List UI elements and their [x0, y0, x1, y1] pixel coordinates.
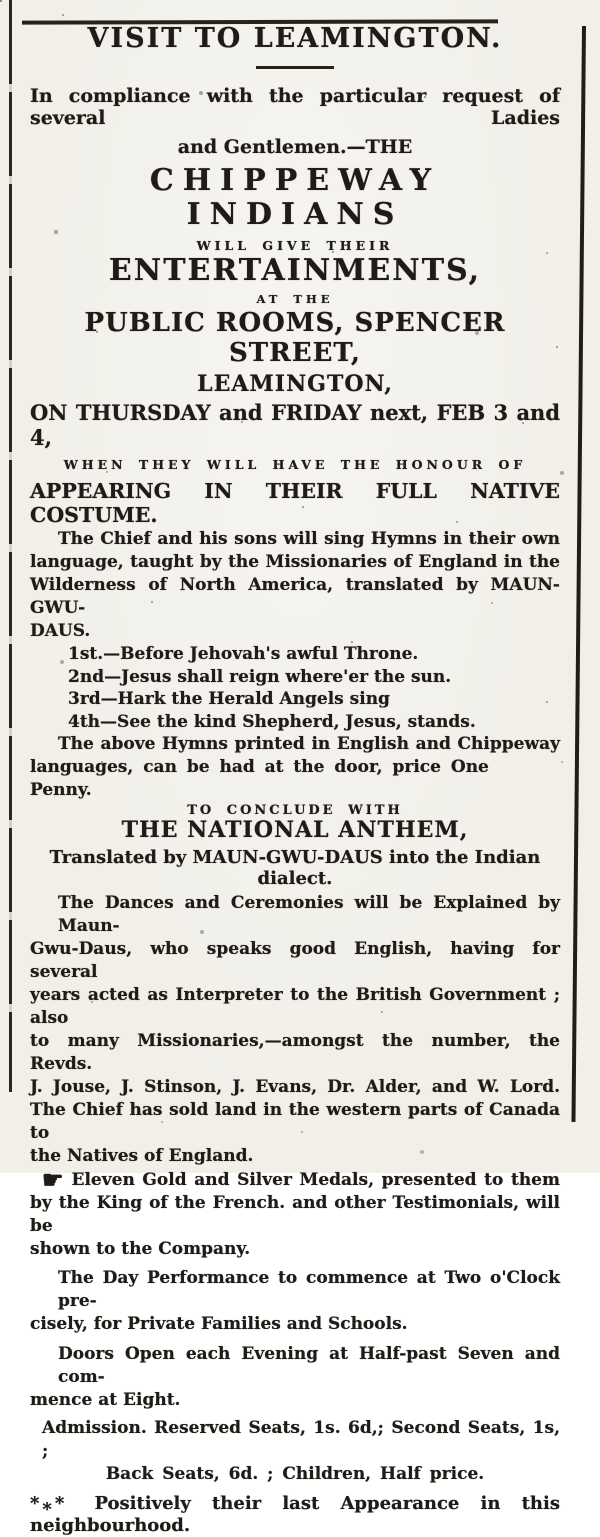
at-the-line: AT THE	[256, 292, 334, 306]
text-line: Gwu-Daus, who speaks good English, having for several	[30, 939, 560, 982]
admission-paragraph	[30, 1417, 560, 1486]
column-rule-right	[571, 26, 586, 1122]
to-conclude-with-line: TO CONCLUDE WITH	[187, 803, 403, 818]
honour-line: WHEN THEY WILL HAVE THE HONOUR OF	[63, 457, 527, 472]
footnote	[30, 1493, 560, 1537]
headline-entertainments: ENTERTAINMENTS,	[108, 253, 482, 288]
text-line: DAUS.	[30, 621, 91, 641]
text-line: cisely, for Private Families and Schools.	[30, 1314, 408, 1334]
costume-line: APPEARING IN THEIR FULL NATIVE COSTUME.	[30, 479, 560, 527]
advert-title: VISIT TO LEAMINGTON.	[87, 23, 503, 54]
will-give-their-line: WILL GIVE THEIR	[196, 238, 394, 253]
text-line: years acted as Interpreter to the British Government ; also	[30, 985, 560, 1028]
asterism-mark	[30, 1493, 73, 1520]
text-line	[30, 1165, 560, 1194]
hymn-item-3: 3rd—Hark the Herald Angels sing	[68, 689, 390, 709]
text-line: Doors Open each Evening at Half-past Seven and com-	[58, 1344, 560, 1387]
hymns-note-paragraph	[30, 733, 560, 802]
chief-paragraph	[30, 528, 560, 643]
text-line: Wilderness of North America, translated by MAUN-GWU-	[30, 575, 560, 618]
text-line: Admission. Reserved Seats, 1s. 6d,; Second Seats, 1s, ;	[42, 1418, 560, 1461]
translated-line: Translated by MAUN-GWU-DAUS into the Indian dialect.	[49, 847, 541, 889]
date-line: ON THURSDAY and FRIDAY next, FEB 3 and 4,	[30, 400, 560, 450]
text-line: shown to the Company.	[30, 1239, 251, 1259]
hymn-list	[68, 643, 560, 733]
national-anthem-title: THE NATIONAL ANTHEM,	[121, 817, 469, 843]
title-divider	[256, 66, 334, 69]
text-line: The Chief has sold land in the western parts of Canada to	[30, 1100, 560, 1143]
text-line: Back Seats, 6d. ; Children, Half price.	[105, 1464, 485, 1484]
text-line: to many Missionaries,—amongst the number, the Revds.	[30, 1031, 560, 1074]
asterisk: *	[42, 1499, 55, 1520]
text-line: The Dances and Ceremonies will be Explained by Maun-	[58, 893, 560, 936]
hymn-item-4: 4th—See the kind Shepherd, Jesus, stands.	[68, 711, 476, 732]
intro-line-2: and Gentlemen.—THE	[177, 136, 413, 158]
column-rule-left	[9, 0, 12, 1092]
medals-line-text: Eleven Gold and Silver Medals, presented to them	[71, 1170, 560, 1190]
doors-open-paragraph	[30, 1343, 560, 1412]
text-line: The above Hymns printed in English and Chippeway	[58, 734, 560, 754]
paper-specks	[0, 0, 2, 2]
manicule-icon: ☛	[42, 1165, 64, 1194]
hymn-item-2: 2nd—Jesus shall reign where'er the sun.	[68, 666, 452, 687]
town-line: LEAMINGTON,	[197, 371, 393, 397]
asterisk: *	[54, 1493, 68, 1514]
text-line: the Natives of England.	[30, 1146, 254, 1166]
text-line: mence at Eight.	[30, 1390, 181, 1410]
hymn-item-1: 1st.—Before Jehovah's awful Throne.	[68, 644, 419, 664]
text-line: languages, can be had at the door, price One Penny.	[30, 757, 489, 800]
text-line: J. Jouse, J. Stinson, J. Evans, Dr. Alder, and W. Lord.	[30, 1077, 560, 1097]
text-line: The Day Performance to commence at Two o'Clock pre-	[58, 1268, 560, 1311]
text-line: The Chief and his sons will sing Hymns in their own	[58, 529, 560, 549]
intro-line-1: In compliance with the particular request of several Ladies	[30, 85, 560, 129]
text-line: language, taught by the Missionaries of England in the	[30, 552, 560, 572]
dances-paragraph	[30, 892, 560, 1168]
headline-chippeway-indians: CHIPPEWAY INDIANS	[149, 163, 441, 232]
medals-paragraph	[30, 1165, 560, 1261]
advert-content	[30, 24, 560, 1537]
text-line: by the King of the French. and other Testimonials, will be	[30, 1193, 560, 1236]
day-performance-paragraph	[30, 1267, 560, 1336]
venue-line: PUBLIC ROOMS, SPENCER STREET,	[84, 308, 506, 368]
footnote-text: Positively their last Appearance in this neighbourhood.	[30, 1493, 560, 1536]
asterisk: *	[30, 1493, 43, 1514]
